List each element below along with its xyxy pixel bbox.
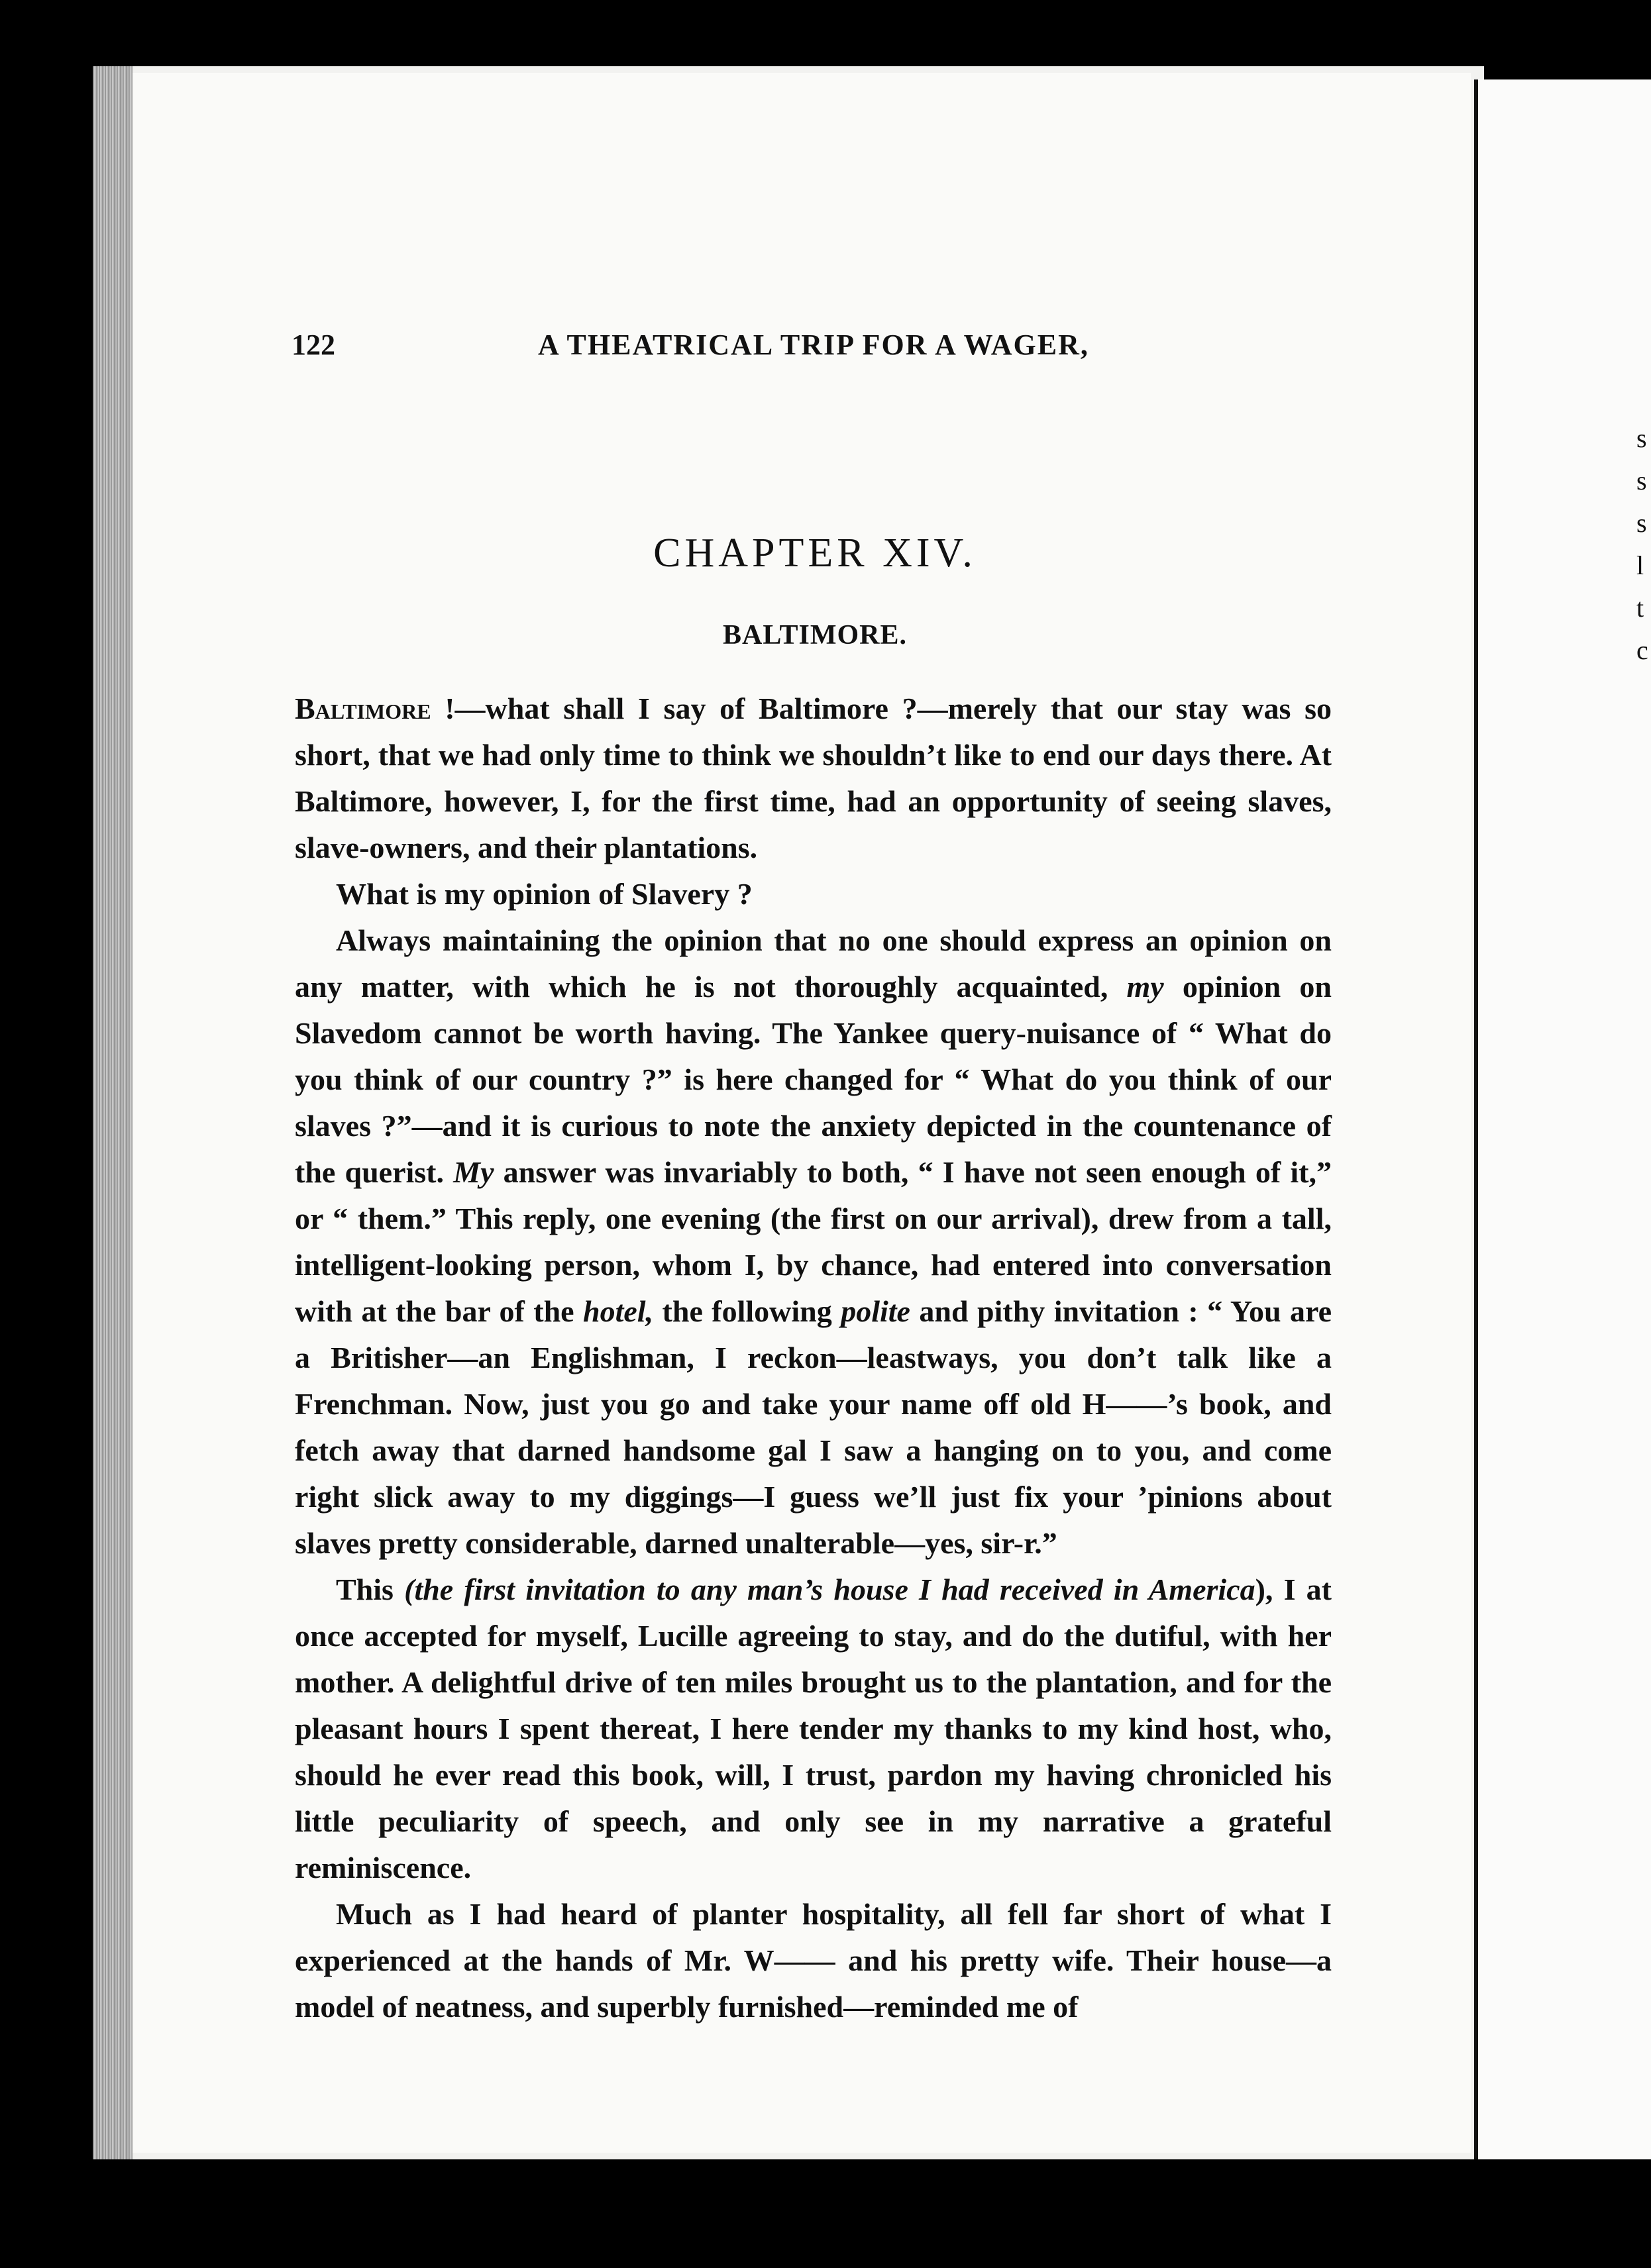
paragraph-1 [295, 686, 1332, 871]
paragraph-3-text-c: answer was invariably to both, “ I have not seen enough of it,” or “ them.” This reply, one evening (the first on our arrival), drew from a tall, intelligent-looking person, whom I, by chance, had entered into conversation with at the bar of the [295, 1155, 1332, 1328]
paragraph-3 [295, 917, 1332, 1567]
paragraph-3-text-b: opinion on Slavedom cannot be worth having. The Yankee query-nuisance of “ What do you think of our country ?” is here changed for “ What do you think of our slaves ?”—and it is curious to note the anxiety depicted in the countenance of the querist. [295, 970, 1332, 1189]
paragraph-4 [295, 1567, 1332, 1891]
paragraph-5: Much as I had heard of planter hospitality, all fell far short of what I experienced at the hands of Mr. W—— and his pretty wife. Their house—a model of neatness, and superbly furnished—reminded me of [295, 1897, 1332, 2024]
body-text [295, 686, 1332, 2030]
page-edges [93, 66, 133, 2159]
emphasis-polite: polite [841, 1294, 910, 1328]
paragraph-3-text-a: Always maintaining the opinion that no one should express an opinion on any matter, with which he is not thoroughly acquainted, [295, 923, 1332, 1004]
running-head [292, 328, 1338, 374]
paragraph-3-text-d: the following [653, 1294, 841, 1328]
paragraph-3-text-e: and pithy invitation : “ You are a Britisher—an Englishman, I reckon—leastways, you don’t talk like a Frenchman. Now, just you go and take your name off old H——’s book, and fetch away that darned handsome gal I saw a hanging on to you, and come right slick away to my diggings—I guess we’ll just fix your ’pinions about slaves pretty considerable, darned unalterable—yes, sir-r.” [295, 1294, 1332, 1560]
next-page-edge [1474, 79, 1651, 2159]
emphasis-hotel: hotel, [583, 1294, 654, 1328]
chapter-heading: CHAPTER XIV. [653, 531, 977, 576]
next-page-fragment: s s s l t c [1636, 423, 1648, 665]
paragraph-1-text: !—what shall I say of Baltimore ?—merely that our stay was so short, that we had only time to think we shouldn’t like to end our days there. At Baltimore, however, I, for the first time, had an opportunity of seeing slaves, slave-owners, and their plantations. [295, 692, 1332, 864]
paragraph-4-italic: (the first invitation to any man’s house I had received in America [404, 1572, 1255, 1606]
paragraph-4-text-a: This [336, 1572, 405, 1606]
paragraph-2: What is my opinion of Slavery ? [336, 877, 753, 911]
page-number: 122 [292, 329, 335, 361]
emphasis-my-2: My [453, 1155, 494, 1189]
paragraph-lead-word: Baltimore [295, 692, 431, 725]
chapter-subtitle: BALTIMORE. [722, 620, 908, 650]
running-head-title: A THEATRICAL TRIP FOR A WAGER, [538, 329, 1089, 361]
emphasis-my: my [1126, 970, 1164, 1004]
paragraph-4-text-b: ), I at once accepted for myself, Lucille agreeing to stay, and do the dutiful, with her mother. A delightful drive of ten miles brought us to the plantation, and for the pleasant hours I spent thereat, I here tender my thanks to my kind host, who, should he ever read this book, will, I trust, pardon my having chronicled his little peculiarity of speech, and only see in my narrative a grateful reminiscence. [295, 1572, 1332, 1884]
